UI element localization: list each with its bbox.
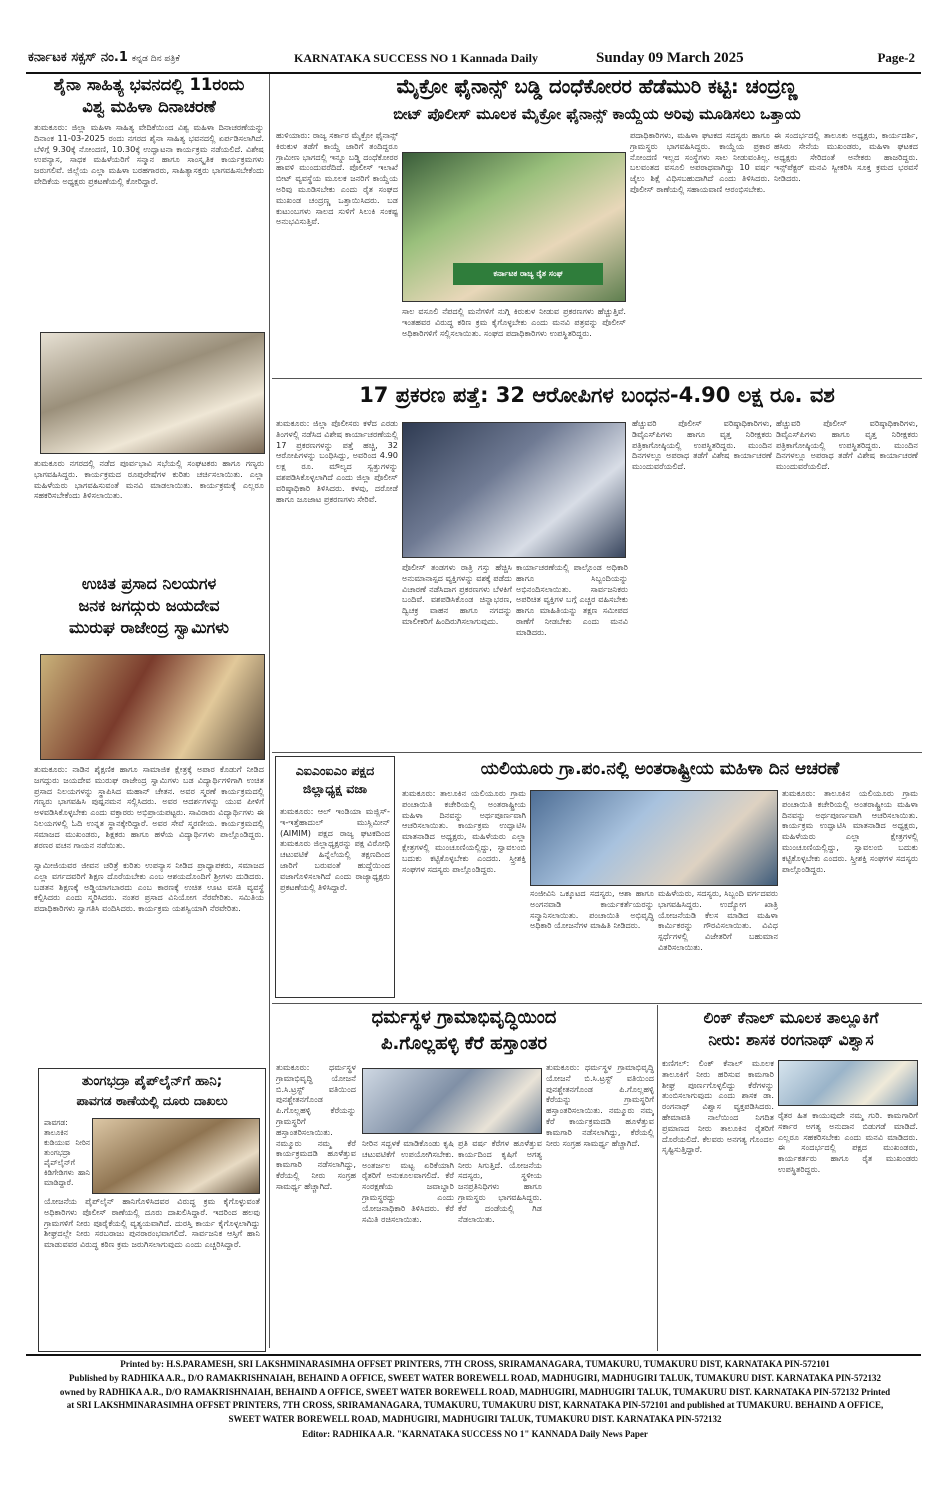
arrests-col-4: ಹೆಚ್ಚುವರಿ ಪೊಲೀಸ್ ವರಿಷ್ಠಾಧಿಕಾರಿಗಳು, ಡಿವೈಎಸ್‌ಪಿಗಳು ಹಾಗೂ ವೃತ್ತ ನಿರೀಕ್ಷಕರು ಪತ್ರಿಕಾಗೋಷ್ಠಿಯಲ್ಲಿ ಉಪಸ್ಥಿತರಿದ್ದರು. ಮುಂದಿನ ದಿನಗಳಲ್ಲೂ ಅಪರಾಧ ತಡೆಗೆ ವಿಶೇಷ ಕಾರ್ಯಾಚರಣೆ ಮುಂದುವರೆಯಲಿದೆ. xyxy=(632,418,772,472)
microfinance-photo xyxy=(402,152,626,302)
mutt-headline-3: ಮುರುಘ ರಾಜೇಂದ್ರ ಸ್ವಾಮಿಗಳು xyxy=(69,618,229,637)
mutt-headline-1: ಉಚಿತ ಪ್ರಸಾದ ನಿಲಯಗಳ xyxy=(81,574,217,593)
mutt-photo xyxy=(40,654,265,760)
arrests-col-1: ತುಮಕೂರು: ಜಿಲ್ಲಾ ಪೊಲೀಸರು ಕಳೆದ ಎರಡು ತಿಂಗಳಲ್ಲಿ ನಡೆಸಿದ ವಿಶೇಷ ಕಾರ್ಯಾಚರಣೆಯಲ್ಲಿ 17 ಪ್ರಕರಣಗಳನ್ನು ಪತ್ತೆ ಹಚ್ಚಿ, 32 ಆರೋಪಿಗಳನ್ನು ಬಂಧಿಸಿದ್ದು, ಅವರಿಂದ 4.90 ಲಕ್ಷ ರೂ. ಮೌಲ್ಯದ ಸ್ವತ್ತುಗಳನ್ನು ವಶಪಡಿಸಿಕೊಳ್ಳಲಾಗಿದೆ ಎಂದು ಜಿಲ್ಲಾ ಪೊಲೀಸ್ ವರಿಷ್ಠಾಧಿಕಾರಿ ತಿಳಿಸಿದರು. ಕಳವು, ದರೋಡೆ ಹಾಗೂ ಜೂಜಾಟ ಪ್ರಕರಣಗಳು ಸೇರಿವೆ. xyxy=(276,418,398,504)
tungabhadra-body: ಯೋಜನೆಯ ಪೈಪ್‌ಲೈನ್ ಹಾನಿಗೊಳಿಸಿದವರ ವಿರುದ್ಧ ಕ್ರಮ ಕೈಗೊಳ್ಳುವಂತೆ ಅಧಿಕಾರಿಗಳು ಪೊಲೀಸ್ ಠಾಣೆಯಲ್ಲಿ ದೂರು ದಾಖಲಿಸಿದ್ದಾರೆ. ಇದರಿಂದ ಹಲವು ಗ್ರಾಮಗಳಿಗೆ ನೀರು ಪೂರೈಕೆಯಲ್ಲಿ ವ್ಯತ್ಯಯವಾಗಿದೆ. ದುರಸ್ತಿ ಕಾರ್ಯ ಕೈಗೊಳ್ಳಲಾಗಿದ್ದು ಶೀಘ್ರದಲ್ಲೇ ನೀರು ಸರಬರಾಜು ಪುನರಾರಂಭವಾಗಲಿದೆ. ಸಾರ್ವಜನಿಕ ಆಸ್ತಿಗೆ ಹಾನಿ ಮಾಡುವವರ ವಿರುದ್ಧ ಕಠಿಣ ಕ್ರಮ ಜರುಗಿಸಲಾಗುವುದು ಎಂದು ಎಚ್ಚರಿಸಿದ್ದಾರೆ. xyxy=(44,1196,260,1250)
microfinance-col-2: ಸಾಲ ವಸೂಲಿ ನೆಪದಲ್ಲಿ ಮನೆಗಳಿಗೆ ನುಗ್ಗಿ ಕಿರುಕುಳ ನೀಡುವ ಪ್ರಕರಣಗಳು ಹೆಚ್ಚುತ್ತಿವೆ. ಇಂತಹವರ ವಿರುದ್ಧ ಕಠಿಣ ಕ್ರಮ ಕೈಗೊಳ್ಳಬೇಕು ಎಂದು ಮನವಿ ಪತ್ರವನ್ನು ಪೊಲೀಸ್ ಅಧಿಕಾರಿಗಳಿಗೆ ಸಲ್ಲಿಸಲಾಯಿತು. ಸಂಘದ ಪದಾಧಿಕಾರಿಗಳು ಉಪಸ್ಥಿತರಿದ್ದರು. xyxy=(402,306,626,338)
dharmasthala-photo xyxy=(362,1068,542,1134)
dharmasthala-col-3: ಪ್ರತಿ ವರ್ಷ ಕೆರೆಗಳ ಹೂಳೆತ್ತುವ ಕಾರ್ಯದಿಂದ ಕೃಷಿಗೆ ಅಗತ್ಯ ನೀರು ಸಿಗುತ್ತಿದೆ. ಯೋಜನೆಯ ಸದಸ್ಯರು, ಸ್ಥಳೀಯ ಜನಪ್ರತಿನಿಧಿಗಳು ಹಾಗೂ ಗ್ರಾಮಸ್ಥರು ಭಾಗವಹಿಸಿದ್ದರು. ಕೆರೆ ದಂಡೆಯಲ್ಲಿ ಗಿಡ ನೆಡಲಾಯಿತು. xyxy=(458,1138,542,1224)
paper-name: ಕರ್ನಾಟಕ ಸಕ್ಸಸ್ ನಂ.1 ಕನ್ನಡ ದಿನ ಪತ್ರಿಕೆ xyxy=(28,50,180,65)
footer-editor: Editor: RADHIKA A.R. "KARNATAKA SUCCESS NO 1" KANNADA Daily News Paper xyxy=(302,1429,648,1439)
masthead xyxy=(26,48,921,70)
womens-day-body: ತುಮಕೂರು: ಜಿಲ್ಲಾ ಮಹಿಳಾ ಸಾಹಿತ್ಯ ವೇದಿಕೆಯಿಂದ ವಿಶ್ವ ಮಹಿಳಾ ದಿನಾಚರಣೆಯನ್ನು ದಿನಾಂಕ 11-03-2025 ರಂದು ನಗರದ ಶೈನಾ ಸಾಹಿತ್ಯ ಭವನದಲ್ಲಿ ಏರ್ಪಡಿಸಲಾಗಿದೆ. ಬೆಳಿಗ್ಗೆ 9.30ಕ್ಕೆ ನೋಂದಣಿ, 10.30ಕ್ಕೆ ಉದ್ಘಾಟನಾ ಕಾರ್ಯಕ್ರಮ ನಡೆಯಲಿದೆ. ವಿಶೇಷ ಉಪನ್ಯಾಸ, ಸಾಧಕ ಮಹಿಳೆಯರಿಗೆ ಸನ್ಮಾನ ಹಾಗೂ ಸಾಂಸ್ಕೃತಿಕ ಕಾರ್ಯಕ್ರಮಗಳು ಜರುಗಲಿವೆ. ಜಿಲ್ಲೆಯ ಎಲ್ಲಾ ಮಹಿಳಾ ಬರಹಗಾರರು, ಸಾಹಿತ್ಯಾಸಕ್ತರು ಭಾಗವಹಿಸಬೇಕೆಂದು ವೇದಿಕೆಯ ಅಧ್ಯಕ್ಷರು ಪ್ರಕಟಣೆಯಲ್ಲಿ ಕೋರಿದ್ದಾರೆ. xyxy=(34,122,264,186)
yalliyur-photo xyxy=(530,790,778,886)
yalliyur-col-4: ತುಮಕೂರು: ತಾಲೂಕಿನ ಯಲಿಯೂರು ಗ್ರಾಮ ಪಂಚಾಯಿತಿ ಕಚೇರಿಯಲ್ಲಿ ಅಂತರಾಷ್ಟ್ರೀಯ ಮಹಿಳಾ ದಿನವನ್ನು ಅರ್ಥಪೂರ್ಣವಾಗಿ ಆಚರಿಸಲಾಯಿತು. ಕಾರ್ಯಕ್ರಮ ಉದ್ಘಾಟಿಸಿ ಮಾತನಾಡಿದ ಅಧ್ಯಕ್ಷರು, ಮಹಿಳೆಯರು ಎಲ್ಲಾ ಕ್ಷೇತ್ರಗಳಲ್ಲಿ ಮುಂಚೂಣಿಯಲ್ಲಿದ್ದು, ಸ್ವಾವಲಂಬಿ ಬದುಕು ಕಟ್ಟಿಕೊಳ್ಳಬೇಕು ಎಂದರು. ಸ್ತ್ರೀಶಕ್ತಿ ಸಂಘಗಳ ಸದಸ್ಯರು ಪಾಲ್ಗೊಂಡಿದ್ದರು. xyxy=(782,788,918,874)
yalliyur-headline: ಯಲಿಯೂರು ಗ್ರಾ.ಪಂ.ನಲ್ಲಿ ಅಂತರಾಷ್ಟ್ರೀಯ ಮಹಿಳಾ ದಿನ ಆಚರಣೆ xyxy=(480,759,840,779)
tungabhadra-side-text: ಪಾವಗಡ: ತಾಲೂಕಿನ ಕುಡಿಯುವ ನೀರಿನ ತುಂಗಭದ್ರಾ ಪೈಪ್‌ಲೈನ್‌ಗೆ ಕಿಡಿಗೇಡಿಗಳು ಹಾನಿ ಮಾಡಿದ್ದಾರೆ. xyxy=(44,1118,90,1187)
arrests-headline: 17 ಪ್ರಕರಣ ಪತ್ತೆ: 32 ಆರೋಪಿಗಳ ಬಂಧನ-4.90 ಲಕ್ಷ ರೂ. ವಶ xyxy=(359,383,835,407)
column-divider xyxy=(269,74,270,1348)
yalliyur-col-1: ತುಮಕೂರು: ತಾಲೂಕಿನ ಯಲಿಯೂರು ಗ್ರಾಮ ಪಂಚಾಯಿತಿ ಕಚೇರಿಯಲ್ಲಿ ಅಂತರಾಷ್ಟ್ರೀಯ ಮಹಿಳಾ ದಿನವನ್ನು ಅರ್ಥಪೂರ್ಣವಾಗಿ ಆಚರಿಸಲಾಯಿತು. ಕಾರ್ಯಕ್ರಮ ಉದ್ಘಾಟಿಸಿ ಮಾತನಾಡಿದ ಅಧ್ಯಕ್ಷರು, ಮಹಿಳೆಯರು ಎಲ್ಲಾ ಕ್ಷೇತ್ರಗಳಲ್ಲಿ ಮುಂಚೂಣಿಯಲ್ಲಿದ್ದು, ಸ್ವಾವಲಂಬಿ ಬದುಕು ಕಟ್ಟಿಕೊಳ್ಳಬೇಕು ಎಂದರು. ಸ್ತ್ರೀಶಕ್ತಿ ಸಂಘಗಳ ಸದಸ್ಯರು ಪಾಲ್ಗೊಂಡಿದ್ದರು. xyxy=(402,788,526,874)
link-canal-col-1: ಕುಣಿಗಲ್: ಲಿಂಕ್ ಕೆನಾಲ್ ಮೂಲಕ ತಾಲೂಕಿಗೆ ನೀರು ಹರಿಸುವ ಕಾಮಗಾರಿ ಶೀಘ್ರ ಪೂರ್ಣಗೊಳ್ಳಲಿದ್ದು ಕೆರೆಗಳನ್ನು ತುಂಬಿಸಲಾಗುವುದು ಎಂದು ಶಾಸಕ ಡಾ. ರಂಗನಾಥ್ ವಿಶ್ವಾಸ ವ್ಯಕ್ತಪಡಿಸಿದರು. ಹೇಮಾವತಿ ನಾಲೆಯಿಂದ ನಿಗದಿತ ಪ್ರಮಾಣದ ನೀರು ತಾಲೂಕಿನ ರೈತರಿಗೆ ದೊರೆಯಲಿದೆ. ಕೆಲವರು ಅನಗತ್ಯ ಗೊಂದಲ ಸೃಷ್ಟಿಸುತ್ತಿದ್ದಾರೆ. xyxy=(662,1058,774,1155)
womens-day-caption: ತುಮಕೂರು ನಗರದಲ್ಲಿ ನಡೆದ ಪೂರ್ವಭಾವಿ ಸಭೆಯಲ್ಲಿ ಸಂಘಟಕರು ಹಾಗೂ ಗಣ್ಯರು ಭಾಗವಹಿಸಿದ್ದರು. ಕಾರ್ಯಕ್ರಮದ ರೂಪುರೇಷೆಗಳ ಕುರಿತು ಚರ್ಚಿಸಲಾಯಿತು. ಎಲ್ಲಾ ಮಹಿಳೆಯರು ಭಾಗವಹಿಸುವಂತೆ ಮನವಿ ಮಾಡಲಾಯಿತು. ಕಾರ್ಯಕ್ರಮಕ್ಕೆ ಎಲ್ಲರೂ ಸಹಕರಿಸಬೇಕೆಂದು ತಿಳಿಸಲಾಯಿತು. xyxy=(34,458,264,501)
footer-published-by: Published by RADHIKA A.R., D/O RAMAKRISHNAIAH, BEHAIND A OFFICE, SWEET WATER BOREWELL ROAD, MADHUGIRI, MADHUGIRI TALUK, TUMAKURU DIST. KARNATAKA PIN-572132 owned by RADHIKA A.R., D/O RAMAKRISHNAIAH, BEHAIND A OFFICE, SWEET WATER BOREWELL ROAD, MADHUGIRI, MADHUGIRI TALUK, TUMAKURU DIST. KARNATAKA PIN-572132 Printed at SRI LAKSHMINARASIMHA OFFSET PRINTERS, 7TH CROSS, SRIRAMANAGARA, TUMAKURU, TUMAKURU DIST, KARNATAKA PIN-572101 and published at TUMAKURU. BEHAIND A OFFICE, SWEET WATER BOREWELL ROAD, MADHUGIRI, MADHUGIRI TALUK, TUMAKURU DIST. KARNATAKA PIN-572132 xyxy=(59,1373,891,1424)
dharmasthala-col-4: ತುಮಕೂರು: ಧರ್ಮಸ್ಥಳ ಗ್ರಾಮಾಭಿವೃದ್ಧಿ ಯೋಜನೆ ಬಿ.ಸಿ.ಟ್ರಸ್ಟ್ ವತಿಯಿಂದ ಪುನಶ್ಚೇತನಗೊಂಡ ಪಿ.ಗೊಲ್ಲಹಳ್ಳಿ ಕೆರೆಯನ್ನು ಗ್ರಾಮಸ್ಥರಿಗೆ ಹಸ್ತಾಂತರಿಸಲಾಯಿತು. ನಮ್ಮೂರು ನಮ್ಮ ಕೆರೆ ಕಾರ್ಯಕ್ರಮದಡಿ ಹೂಳೆತ್ತುವ ಕಾಮಗಾರಿ ನಡೆಸಲಾಗಿದ್ದು, ಕೆರೆಯಲ್ಲಿ ನೀರು ಸಂಗ್ರಹ ಸಾಮರ್ಥ್ಯ ಹೆಚ್ಚಾಗಿದೆ. xyxy=(546,1062,654,1148)
yalliyur-col-3: ಮಹಿಳೆಯರು, ಸದಸ್ಯರು, ಸಿಬ್ಬಂದಿ ವರ್ಗದವರು ಭಾಗವಹಿಸಿದ್ದರು. ಉದ್ಯೋಗ ಖಾತ್ರಿ ಯೋಜನೆಯಡಿ ಕೆಲಸ ಮಾಡಿದ ಮಹಿಳಾ ಕಾರ್ಮಿಕರನ್ನು ಗೌರವಿಸಲಾಯಿತು. ವಿವಿಧ ಸ್ಪರ್ಧೆಗಳಲ್ಲಿ ವಿಜೇತರಿಗೆ ಬಹುಮಾನ ವಿತರಿಸಲಾಯಿತು. xyxy=(658,888,778,952)
mutt-body-2: ಸ್ವಾಮೀಜಿಯವರ ಜೀವನ ಚರಿತ್ರೆ ಕುರಿತು ಉಪನ್ಯಾಸ ನೀಡಿದ ಪ್ರಾಧ್ಯಾಪಕರು, ಸಮಾಜದ ಎಲ್ಲಾ ವರ್ಗದವರಿಗೆ ಶಿಕ್ಷಣ ದೊರೆಯಬೇಕು ಎಂಬ ಆಶಯದೊಂದಿಗೆ ಶ್ರೀಗಳು ದುಡಿದರು. ಬಡತನ ಶಿಕ್ಷಣಕ್ಕೆ ಅಡ್ಡಿಯಾಗಬಾರದು ಎಂಬ ಕಾರಣಕ್ಕೆ ಉಚಿತ ಊಟ ವಸತಿ ವ್ಯವಸ್ಥೆ ಕಲ್ಪಿಸಿದರು ಎಂದು ಸ್ಮರಿಸಿದರು. ನಂತರ ಪ್ರಸಾದ ವಿನಿಯೋಗ ನೆರವೇರಿತು. ಸಮಿತಿಯ ಪದಾಧಿಕಾರಿಗಳು ಸ್ವಾಗತಿಸಿ ವಂದಿಸಿದರು. ಕಾರ್ಯಕ್ರಮ ಯಶಸ್ವಿಯಾಗಿ ನೆರವೇರಿತು. xyxy=(34,860,264,914)
raitha-sangha-banner: ಕರ್ನಾಟಕ ರಾಜ್ಯ ರೈತ ಸಂಘ xyxy=(453,263,603,285)
womens-day-headline-2: ವಿಶ್ವ ಮಹಿಳಾ ದಿನಾಚರಣೆ xyxy=(82,97,216,116)
womens-day-photo xyxy=(40,332,265,454)
arrests-col-3: ಕಾರ್ಯಾಚರಣೆಯಲ್ಲಿ ಪಾಲ್ಗೊಂಡ ಅಧಿಕಾರಿ ಹಾಗೂ ಸಿಬ್ಬಂದಿಯನ್ನು ಅಭಿನಂದಿಸಲಾಯಿತು. ಸಾರ್ವಜನಿಕರು ಅಪರಿಚಿತ ವ್ಯಕ್ತಿಗಳ ಬಗ್ಗೆ ಎಚ್ಚರ ವಹಿಸಬೇಕು ಹಾಗೂ ಮಾಹಿತಿಯನ್ನು ತಕ್ಷಣ ಸಮೀಪದ ಠಾಣೆಗೆ ನೀಡಬೇಕು ಎಂದು ಮನವಿ ಮಾಡಿದರು. xyxy=(516,562,628,637)
english-paper-name: KARNATAKA SUCCESS NO 1 Kannada Daily xyxy=(294,51,538,65)
tungabhadra-headline-2: ಪಾವಗಡ ಠಾಣೆಯಲ್ಲಿ ದೂರು ದಾಖಲು xyxy=(76,1093,228,1108)
microfinance-headline: ಮೈಕ್ರೋ ಫೈನಾನ್ಸ್ ಬಡ್ಡಿ ದಂಧೆಕೋರರ ಹೆಡೆಮುರಿ ಕಟ್ಟಿ: ಚಂದ್ರಣ್ಣ xyxy=(396,75,798,98)
womens-day-headline-1: ಶೈನಾ ಸಾಹಿತ್ಯ ಭವನದಲ್ಲಿ 11ರಂದು xyxy=(53,75,245,94)
dharmasthala-col-1: ತುಮಕೂರು: ಧರ್ಮಸ್ಥಳ ಗ್ರಾಮಾಭಿವೃದ್ಧಿ ಯೋಜನೆ ಬಿ.ಸಿ.ಟ್ರಸ್ಟ್ ವತಿಯಿಂದ ಪುನಶ್ಚೇತನಗೊಂಡ ಪಿ.ಗೊಲ್ಲಹಳ್ಳಿ ಕೆರೆಯನ್ನು ಗ್ರಾಮಸ್ಥರಿಗೆ ಹಸ್ತಾಂತರಿಸಲಾಯಿತು. ನಮ್ಮೂರು ನಮ್ಮ ಕೆರೆ ಕಾರ್ಯಕ್ರಮದಡಿ ಹೂಳೆತ್ತುವ ಕಾಮಗಾರಿ ನಡೆಸಲಾಗಿದ್ದು, ಕೆರೆಯಲ್ಲಿ ನೀರು ಸಂಗ್ರಹ ಸಾಮರ್ಥ್ಯ ಹೆಚ್ಚಾಗಿದೆ. xyxy=(276,1062,356,1191)
footer-printed-by: Printed by: H.S.PARAMESH, SRI LAKSHMINARASIMHA OFFSET PRINTERS, 7TH CROSS, SRIRAMANAGARA, TUMAKURU, TUMAKURU DIST, KARNATAKA PIN-572101 xyxy=(120,1359,830,1369)
link-canal-photo xyxy=(778,1060,918,1106)
microfinance-col-1: ಹುಳಿಯಾರು: ರಾಜ್ಯ ಸರ್ಕಾರ ಮೈಕ್ರೋ ಫೈನಾನ್ಸ್ ಕಿರುಕುಳ ತಡೆಗೆ ಕಾಯ್ದೆ ಜಾರಿಗೆ ತಂದಿದ್ದರೂ ಗ್ರಾಮೀಣ ಭಾಗದಲ್ಲಿ ಇನ್ನೂ ಬಡ್ಡಿ ದಂಧೆಕೋರರ ಹಾವಳಿ ಮುಂದುವರೆದಿದೆ. ಪೊಲೀಸ್ ಇಲಾಖೆ ಬೀಟ್ ವ್ಯವಸ್ಥೆಯ ಮೂಲಕ ಜನರಿಗೆ ಕಾಯ್ದೆಯ ಅರಿವು ಮೂಡಿಸಬೇಕು ಎಂದು ರೈತ ಸಂಘದ ಮುಖಂಡ ಚಂದ್ರಣ್ಣ ಒತ್ತಾಯಿಸಿದರು. ಬಡ ಕುಟುಂಬಗಳು ಸಾಲದ ಸುಳಿಗೆ ಸಿಲುಕಿ ಸಂಕಷ್ಟ ಅನುಭವಿಸುತ್ತಿವೆ. xyxy=(276,130,398,227)
section-divider xyxy=(272,752,922,753)
section-divider xyxy=(272,378,922,379)
aimim-headline: ಎಐಎಂಐಎಂ ಪಕ್ಷದ ಜಿಲ್ಲಾಧ್ಯಕ್ಷ ವಜಾ xyxy=(295,763,375,797)
link-canal-headline-1: ಲಿಂಕ್ ಕೆನಾಲ್ ಮೂಲಕ ತಾಲ್ಲೂಕಿಗೆ xyxy=(703,1009,879,1027)
dharmasthala-col-2: ನೀರಿನ ಸದ್ಬಳಕೆ ಮಾಡಿಕೊಂಡು ಕೃಷಿ ಚಟುವಟಿಕೆಗೆ ಉಪಯೋಗಿಸಬೇಕು. ಅಂತರ್ಜಲ ಮಟ್ಟ ಏರಿಕೆಯಾಗಿ ರೈತರಿಗೆ ಅನುಕೂಲವಾಗಲಿದೆ. ಕೆರೆ ಸಂರಕ್ಷಣೆಯ ಜವಾಬ್ದಾರಿ ಗ್ರಾಮಸ್ಥರದ್ದು ಎಂದು ಯೋಜನಾಧಿಕಾರಿ ತಿಳಿಸಿದರು. ಕೆರೆ ಸಮಿತಿ ರಚಿಸಲಾಯಿತು. xyxy=(362,1138,454,1224)
issue-date: Sunday 09 March 2025 xyxy=(596,50,744,66)
arrests-col-5: ಹೆಚ್ಚುವರಿ ಪೊಲೀಸ್ ವರಿಷ್ಠಾಧಿಕಾರಿಗಳು, ಡಿವೈಎಸ್‌ಪಿಗಳು ಹಾಗೂ ವೃತ್ತ ನಿರೀಕ್ಷಕರು ಪತ್ರಿಕಾಗೋಷ್ಠಿಯಲ್ಲಿ ಉಪಸ್ಥಿತರಿದ್ದರು. ಮುಂದಿನ ದಿನಗಳಲ್ಲೂ ಅಪರಾಧ ತಡೆಗೆ ವಿಶೇಷ ಕಾರ್ಯಾಚರಣೆ ಮುಂದುವರೆಯಲಿದೆ. xyxy=(776,418,918,472)
microfinance-col-3: ಪದಾಧಿಕಾರಿಗಳು, ಮಹಿಳಾ ಘಟಕದ ಸದಸ್ಯರು ಹಾಗೂ ಗ್ರಾಮಸ್ಥರು ಭಾಗವಹಿಸಿದ್ದರು. ಕಾಯ್ದೆಯ ಪ್ರಕಾರ ನೋಂದಣಿ ಇಲ್ಲದ ಸಂಸ್ಥೆಗಳು ಸಾಲ ನೀಡುವಂತಿಲ್ಲ. ಬಲವಂತದ ವಸೂಲಿ ಅಪರಾಧವಾಗಿದ್ದು 10 ವರ್ಷ ಜೈಲು ಶಿಕ್ಷೆ ವಿಧಿಸಬಹುದಾಗಿದೆ ಎಂದು ತಿಳಿಸಿದರು. ಪೊಲೀಸ್ ಠಾಣೆಯಲ್ಲಿ ಸಹಾಯವಾಣಿ ಆರಂಭಿಸಬೇಕು. xyxy=(630,130,770,194)
masthead-rule xyxy=(26,72,921,74)
tungabhadra-photo xyxy=(92,1118,260,1194)
arrests-col-2: ಪೊಲೀಸ್ ತಂಡಗಳು ರಾತ್ರಿ ಗಸ್ತು ಹೆಚ್ಚಿಸಿ ಅನುಮಾನಾಸ್ಪದ ವ್ಯಕ್ತಿಗಳನ್ನು ವಶಕ್ಕೆ ಪಡೆದು ವಿಚಾರಣೆ ನಡೆಸಿದಾಗ ಪ್ರಕರಣಗಳು ಬೆಳಕಿಗೆ ಬಂದಿವೆ. ವಶಪಡಿಸಿಕೊಂಡ ಚಿನ್ನಾಭರಣ, ದ್ವಿಚಕ್ರ ವಾಹನ ಹಾಗೂ ನಗದನ್ನು ಮಾಲೀಕರಿಗೆ ಹಿಂದಿರುಗಿಸಲಾಗುವುದು. xyxy=(402,562,512,626)
mutt-body: ತುಮಕೂರು: ನಾಡಿನ ಶೈಕ್ಷಣಿಕ ಹಾಗೂ ಸಾಮಾಜಿಕ ಕ್ಷೇತ್ರಕ್ಕೆ ಅಪಾರ ಕೊಡುಗೆ ನೀಡಿದ ಜಗದ್ಗುರು ಜಯದೇವ ಮುರುಘ ರಾಜೇಂದ್ರ ಸ್ವಾಮಿಗಳು ಬಡ ವಿದ್ಯಾರ್ಥಿಗಳಿಗಾಗಿ ಉಚಿತ ಪ್ರಸಾದ ನಿಲಯಗಳನ್ನು ಸ್ಥಾಪಿಸಿದ ಮಹಾನ್ ಚೇತನ. ಅವರ ಸ್ಮರಣೆ ಕಾರ್ಯಕ್ರಮದಲ್ಲಿ ಗಣ್ಯರು ಭಾಗವಹಿಸಿ ಪುಷ್ಪನಮನ ಸಲ್ಲಿಸಿದರು. ಅವರ ಆದರ್ಶಗಳನ್ನು ಯುವ ಪೀಳಿಗೆ ಅಳವಡಿಸಿಕೊಳ್ಳಬೇಕು ಎಂದು ವಕ್ತಾರರು ಅಭಿಪ್ರಾಯಪಟ್ಟರು. ಸಾವಿರಾರು ವಿದ್ಯಾರ್ಥಿಗಳು ಈ ನಿಲಯಗಳಲ್ಲಿ ಓದಿ ಉನ್ನತ ಸ್ಥಾನಕ್ಕೇರಿದ್ದಾರೆ. ಅವರ ಸೇವೆ ಸ್ಮರಣೀಯ. ಕಾರ್ಯಕ್ರಮದಲ್ಲಿ ಸಮಾಜದ ಮುಖಂಡರು, ಶಿಕ್ಷಕರು ಹಾಗೂ ಹಳೆಯ ವಿದ್ಯಾರ್ಥಿಗಳು ಪಾಲ್ಗೊಂಡಿದ್ದರು. ಶರಣರ ವಚನ ಗಾಯನ ನಡೆಯಿತು. xyxy=(34,764,264,850)
link-canal-col-2: ರೈತರ ಹಿತ ಕಾಯುವುದೇ ನಮ್ಮ ಗುರಿ. ಕಾಮಗಾರಿಗೆ ಸರ್ಕಾರ ಅಗತ್ಯ ಅನುದಾನ ಬಿಡುಗಡೆ ಮಾಡಿದೆ. ಎಲ್ಲರೂ ಸಹಕರಿಸಬೇಕು ಎಂದು ಮನವಿ ಮಾಡಿದರು. ಈ ಸಂದರ್ಭದಲ್ಲಿ ಪಕ್ಷದ ಮುಖಂಡರು, ಕಾರ್ಯಕರ್ತರು ಹಾಗೂ ರೈತ ಮುಖಂಡರು ಉಪಸ್ಥಿತರಿದ್ದರು. xyxy=(778,1110,918,1174)
column-divider xyxy=(657,1005,658,1351)
tungabhadra-headline-1: ತುಂಗಭದ್ರಾ ಪೈಪ್‌ಲೈನ್‌ಗೆ ಹಾನಿ; xyxy=(81,1073,223,1089)
dharmasthala-headline-2: ಪಿ.ಗೊಲ್ಲಹಳ್ಳಿ ಕೆರೆ ಹಸ್ತಾಂತರ xyxy=(380,1033,548,1054)
dharmasthala-headline-1: ಧರ್ಮಸ್ಥಳ ಗ್ರಾಮಾಭಿವೃದ್ಧಿಯಿಂದ xyxy=(371,1007,557,1028)
arrests-photo xyxy=(402,422,626,558)
paper-tagline: ಕನ್ನಡ ದಿನ ಪತ್ರಿಕೆ xyxy=(131,54,180,64)
mutt-headline-2: ಜನಕ ಜಗದ್ಗುರು ಜಯದೇವ xyxy=(78,596,220,615)
microfinance-subhead: ಬೀಟ್ ಪೊಲೀಸ್ ಮೂಲಕ ಮೈಕ್ರೋ ಫೈನಾನ್ಸ್ ಕಾಯ್ದೆಯ ಅರಿವು ಮೂಡಿಸಲು ಒತ್ತಾಯ xyxy=(393,105,801,123)
footer-rule xyxy=(26,1354,921,1356)
aimim-body: ತುಮಕೂರು: ಆಲ್ ಇಂಡಿಯಾ ಮಜ್ಲಿಸ್-ಇ-ಇತ್ತೆಹಾದುಲ್ ಮುಸ್ಲಿಮೀನ್ (AIMIM) ಪಕ್ಷದ ರಾಜ್ಯ ಘಟಕದಿಂದ ತುಮಕೂರು ಜಿಲ್ಲಾಧ್ಯಕ್ಷರನ್ನು ಪಕ್ಷ ವಿರೋಧಿ ಚಟುವಟಿಕೆ ಹಿನ್ನೆಲೆಯಲ್ಲಿ ತಕ್ಷಣದಿಂದ ಜಾರಿಗೆ ಬರುವಂತೆ ಹುದ್ದೆಯಿಂದ ವಜಾಗೊಳಿಸಲಾಗಿದೆ ಎಂದು ರಾಜ್ಯಾಧ್ಯಕ್ಷರು ಪ್ರಕಟಣೆಯಲ್ಲಿ ತಿಳಿಸಿದ್ದಾರೆ. xyxy=(280,806,390,892)
yalliyur-col-2: ಸಂಜೀವಿನಿ ಒಕ್ಕೂಟದ ಸದಸ್ಯರು, ಆಶಾ ಹಾಗೂ ಅಂಗನವಾಡಿ ಕಾರ್ಯಕರ್ತೆಯರನ್ನು ಸನ್ಮಾನಿಸಲಾಯಿತು. ಪಂಚಾಯಿತಿ ಅಭಿವೃದ್ಧಿ ಅಧಿಕಾರಿ ಯೋಜನೆಗಳ ಮಾಹಿತಿ ನೀಡಿದರು. xyxy=(530,888,654,931)
page-number: Page-2 xyxy=(877,50,915,65)
microfinance-col-4: ಈ ಸಂದರ್ಭದಲ್ಲಿ ತಾಲೂಕು ಅಧ್ಯಕ್ಷರು, ಕಾರ್ಯದರ್ಶಿ, ಹಸಿರು ಸೇನೆಯ ಮುಖಂಡರು, ಮಹಿಳಾ ಘಟಕದ ಅಧ್ಯಕ್ಷರು ಸೇರಿದಂತೆ ಅನೇಕರು ಹಾಜರಿದ್ದರು. ಇನ್ಸ್‌ಪೆಕ್ಟರ್ ಮನವಿ ಸ್ವೀಕರಿಸಿ ಸೂಕ್ತ ಕ್ರಮದ ಭರವಸೆ ನೀಡಿದರು. xyxy=(774,130,918,184)
section-divider xyxy=(272,1003,922,1004)
link-canal-headline-2: ನೀರು: ಶಾಸಕ ರಂಗನಾಥ್ ವಿಶ್ವಾಸ xyxy=(708,1031,874,1049)
